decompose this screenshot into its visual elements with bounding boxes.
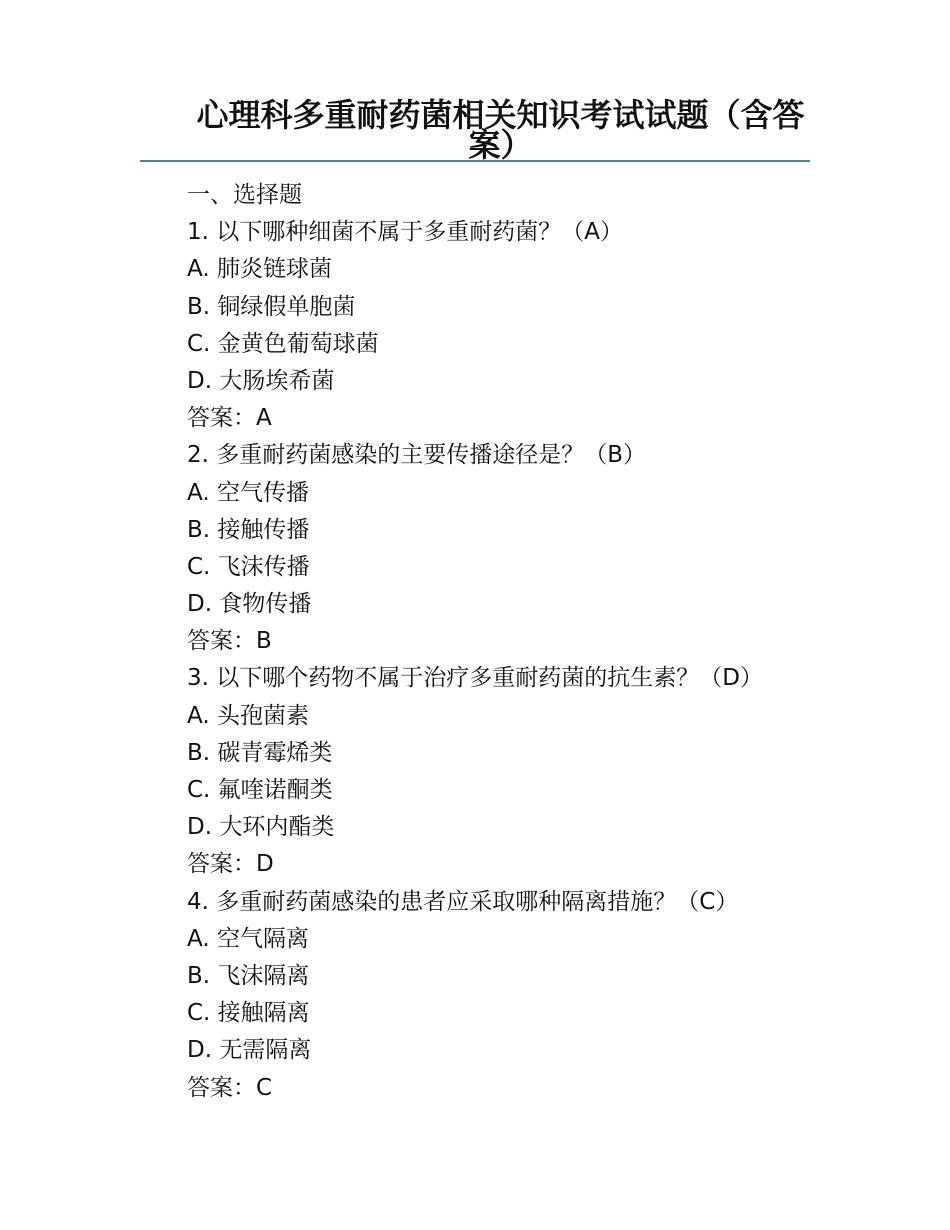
option-c: C. 接触隔离	[187, 1000, 310, 1027]
option-b: B. 碳青霉烯类	[187, 739, 333, 766]
option-b: B. 接触传播	[187, 516, 310, 543]
answer-line: 答案：C	[187, 1074, 273, 1101]
answer-line: 答案：D	[187, 851, 274, 878]
document-body	[187, 177, 827, 1107]
question-block-4	[187, 884, 827, 1107]
option-a: A. 空气传播	[187, 479, 309, 506]
title-underline	[140, 160, 810, 162]
question-text: 4. 多重耐药菌感染的患者应采取哪种隔离措施？（C）	[187, 888, 739, 915]
question-block-2	[187, 437, 827, 660]
option-c: C. 氟喹诺酮类	[187, 777, 333, 803]
section-heading: 一、选择题	[187, 182, 302, 208]
question-block-1	[187, 214, 827, 437]
question-text: 2. 多重耐药菌感染的主要传播途径是？（B）	[187, 442, 647, 469]
option-c: C. 飞沫传播	[187, 553, 310, 580]
option-d: D. 无需隔离	[187, 1037, 312, 1064]
question-block-3	[187, 660, 827, 883]
option-d: D. 食物传播	[187, 591, 312, 618]
answer-line: 答案：A	[187, 405, 272, 432]
option-d: D. 大肠埃希菌	[187, 367, 335, 394]
option-b: B. 飞沫隔离	[187, 962, 310, 989]
option-b: B. 铜绿假单胞菌	[187, 293, 356, 320]
question-text: 3. 以下哪个药物不属于治疗多重耐药菌的抗生素？（D）	[187, 665, 763, 692]
option-a: A. 肺炎链球菌	[187, 256, 332, 283]
option-c: C. 金黄色葡萄球菌	[187, 330, 379, 357]
option-a: A. 空气隔离	[187, 925, 309, 952]
question-text: 1. 以下哪种细菌不属于多重耐药菌？（A）	[187, 219, 623, 246]
answer-line: 答案：B	[187, 628, 272, 655]
document-title: 心理科多重耐药菌相关知识考试试题（含答案）	[196, 96, 805, 164]
option-a: A. 头孢菌素	[187, 702, 309, 729]
option-d: D. 大环内酯类	[187, 814, 335, 841]
